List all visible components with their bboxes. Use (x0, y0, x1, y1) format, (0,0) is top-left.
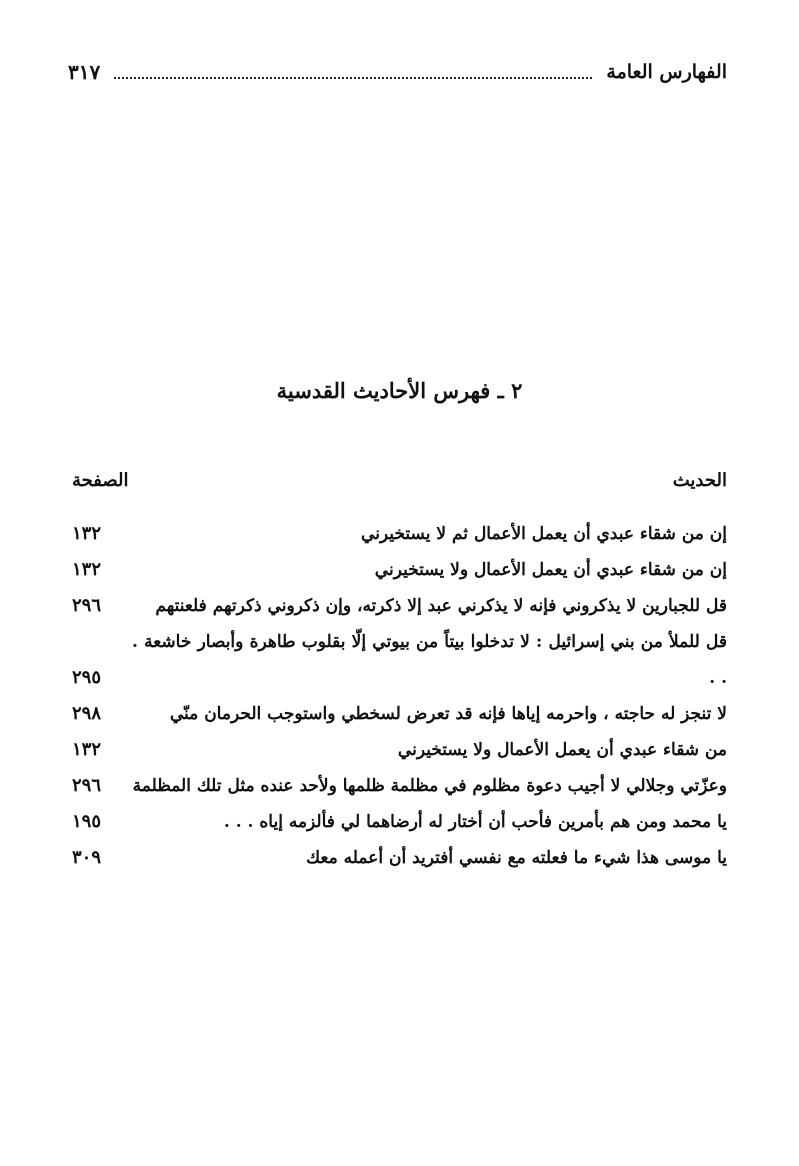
index-entry (72, 624, 727, 696)
index-entry (72, 732, 727, 768)
index-entry (72, 552, 727, 588)
entry-text: من شقاء عبدي أن يعمل الأعمال ولا يستخيرني (397, 740, 727, 760)
column-headers (72, 462, 727, 498)
entry-page: ١٣٢ (72, 523, 102, 544)
running-header-title: الفهارس العامة (606, 61, 727, 83)
entry-text: إن من شقاء عبدي أن يعمل الأعمال ولا يستخيرني (374, 560, 727, 580)
index-entry (72, 588, 727, 624)
entry-page: ٣٠٩ (72, 847, 102, 868)
entry-text: لا تنجز له حاجته ، واحرمه إياها فإنه قد تعرض لسخطي واستوجب الحرمان منّي (169, 704, 727, 724)
entry-page: ١٣٢ (72, 739, 102, 760)
column-header-hadith: الحديث (672, 469, 727, 491)
entry-page: ٢٩٨ (72, 703, 102, 724)
page-number: ٣١٧ (68, 60, 101, 84)
entry-page: ٢٩٥ (72, 667, 102, 688)
hadith-index-table (72, 462, 727, 876)
entry-page: ١٩٥ (72, 811, 102, 832)
entry-page: ٢٩٦ (72, 775, 102, 796)
entry-text: يا موسى هذا شيء ما فعلته مع نفسي أفتريد أن أعمله معك (306, 848, 727, 868)
index-entry (72, 768, 727, 804)
entry-page: ٢٩٦ (72, 595, 102, 616)
running-header (68, 56, 727, 88)
index-entry (72, 840, 727, 876)
column-header-page: الصفحة (72, 469, 129, 491)
index-entry (72, 516, 727, 552)
index-entry (72, 804, 727, 840)
entry-text: وعزّتي وجلالي لا أجيب دعوة مظلوم في مظلمة ظلمها ولأحد عنده مثل تلك المظلمة (132, 776, 727, 796)
section-title: ٢ ـ فهرس الأحاديث القدسية (276, 378, 523, 403)
entry-text: قل للملأ من بني إسرائيل : لا تدخلوا بيتاً من بيوتي إلّا بقلوب طاهرة وأبصار خاشعة . . . (132, 632, 727, 688)
entry-text: إن من شقاء عبدي أن يعمل الأعمال ثم لا يستخيرني (361, 524, 727, 544)
dot-leader (114, 77, 592, 79)
entry-text: قل للجبارين لا يذكروني فإنه لا يذكرني عبد إلا ذكرته، وإن ذكروني ذكرتهم فلعنتهم (155, 596, 727, 616)
entry-text: يا محمد ومن هم بأمرين فأحب أن أختار له أرضاهما لي فألزمه إياه . . . (223, 812, 727, 832)
index-entry (72, 696, 727, 732)
entry-page: ١٣٢ (72, 559, 102, 580)
